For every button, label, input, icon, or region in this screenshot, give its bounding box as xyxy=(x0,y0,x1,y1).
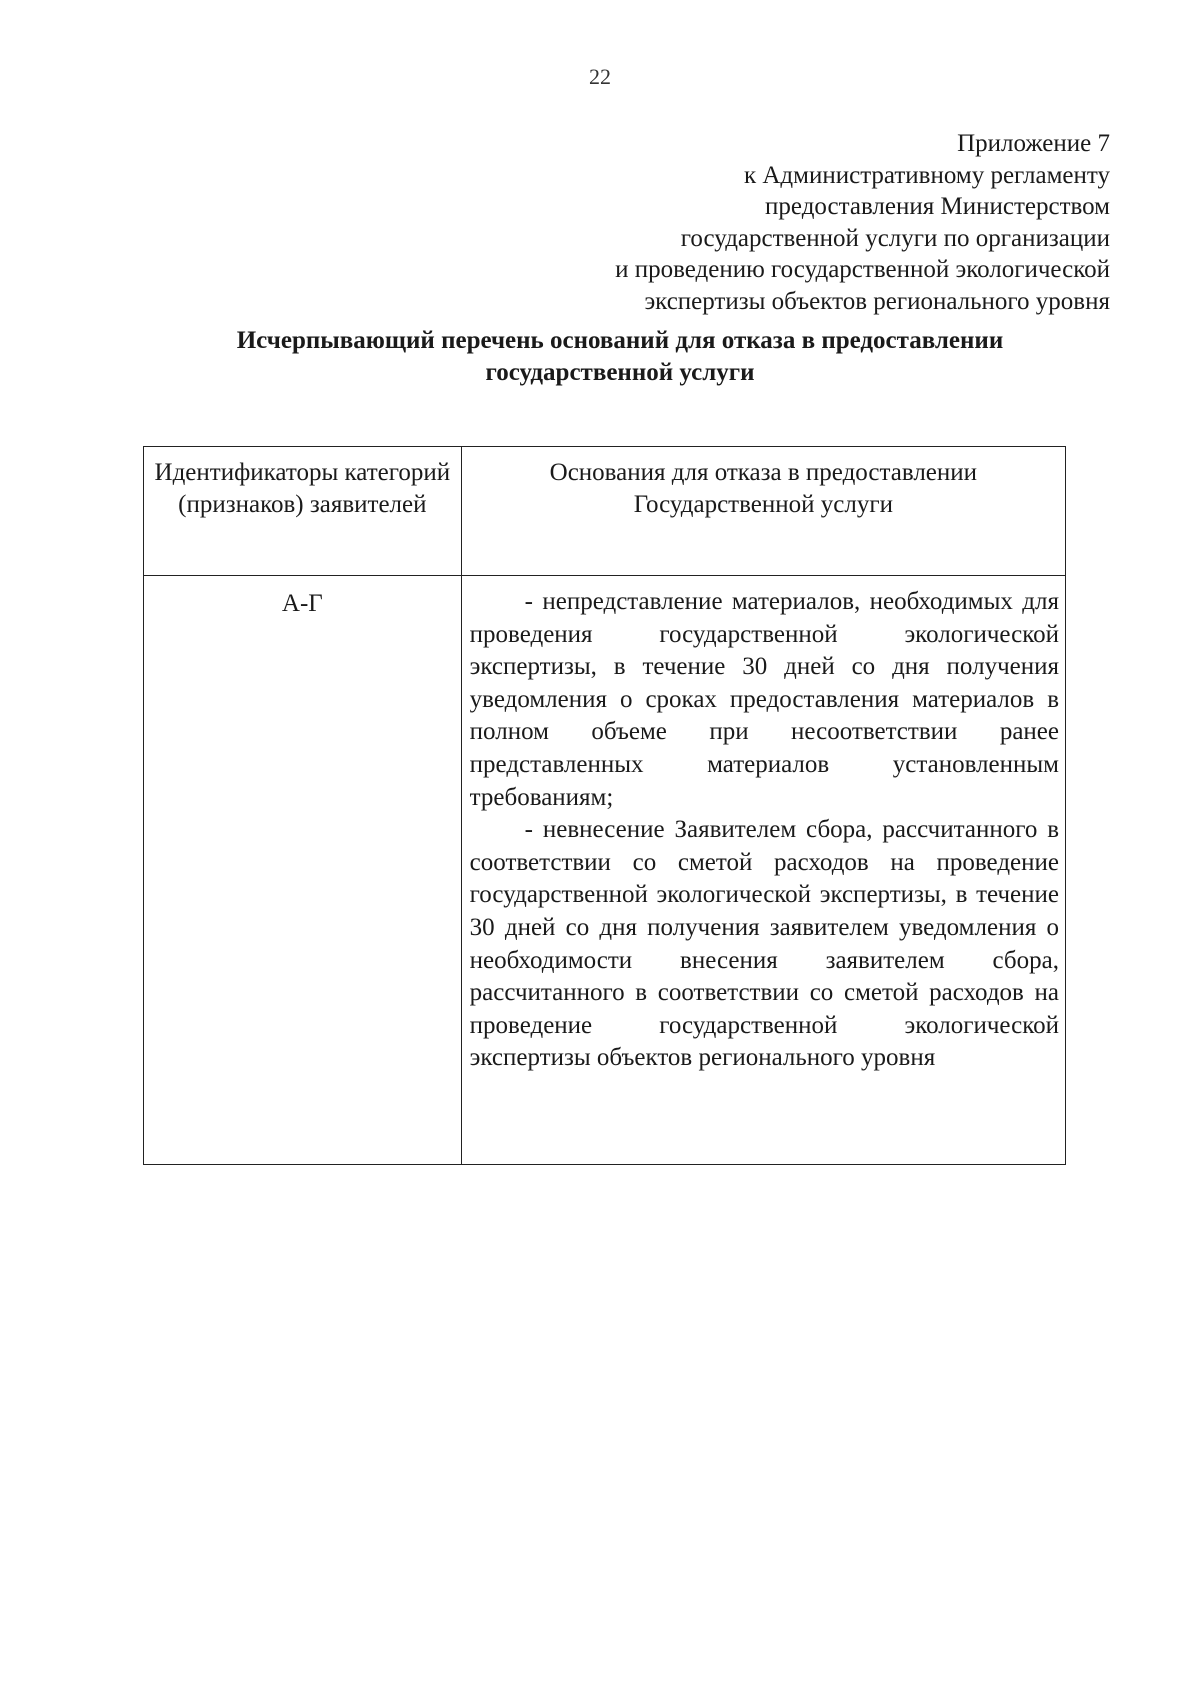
page-number: 22 xyxy=(589,64,611,89)
appendix-line: государственной услуги по организации xyxy=(680,224,1110,252)
document-title-line: государственной услуги xyxy=(485,359,755,386)
appendix-line: экспертизы объектов регионального уровня xyxy=(644,287,1110,315)
column-header-grounds: Основания для отказа в предоставлении Государственной услуги xyxy=(461,447,1065,576)
applicant-category-id: А-Г xyxy=(144,576,462,1165)
refusal-ground-item: - невнесение Заявителем сбора, рассчитанного в соответствии со сметой расходов на проведение государственной экологической экспертизы, в течение 30 дней со дня получения заявителем уведомления о необходимости внесения заявителем сбора, рассчитанного в соответствии со сметой расходов на проведение государственной экологической экспертизы объектов регионального уровня xyxy=(469,816,1059,1072)
table-row xyxy=(144,576,1066,1165)
appendix-line: предоставления Министерством xyxy=(765,193,1110,220)
appendix-line: к Административному регламенту xyxy=(743,161,1110,189)
appendix-line: Приложение 7 xyxy=(957,130,1110,157)
table-header-row xyxy=(144,447,1066,576)
document-title-line: Исчерпывающий перечень оснований для отказа в предоставлении xyxy=(236,327,1004,354)
appendix-line: и проведению государственной экологической xyxy=(615,256,1110,283)
appendix-heading xyxy=(410,128,1110,317)
document-title xyxy=(150,325,1090,389)
column-header-identifiers: Идентификаторы категорий (признаков) заявителей xyxy=(144,447,462,576)
refusal-ground-item: - непредставление материалов, необходимых для проведения государственной экологической экспертизы, в течение 30 дней со дня получения уведомления о сроках предоставления материалов в полном объеме при несоответствии ранее представленных материалов установленным требованиям; xyxy=(469,588,1059,811)
refusal-grounds-table xyxy=(143,446,1066,1165)
refusal-grounds-cell xyxy=(461,576,1065,1165)
